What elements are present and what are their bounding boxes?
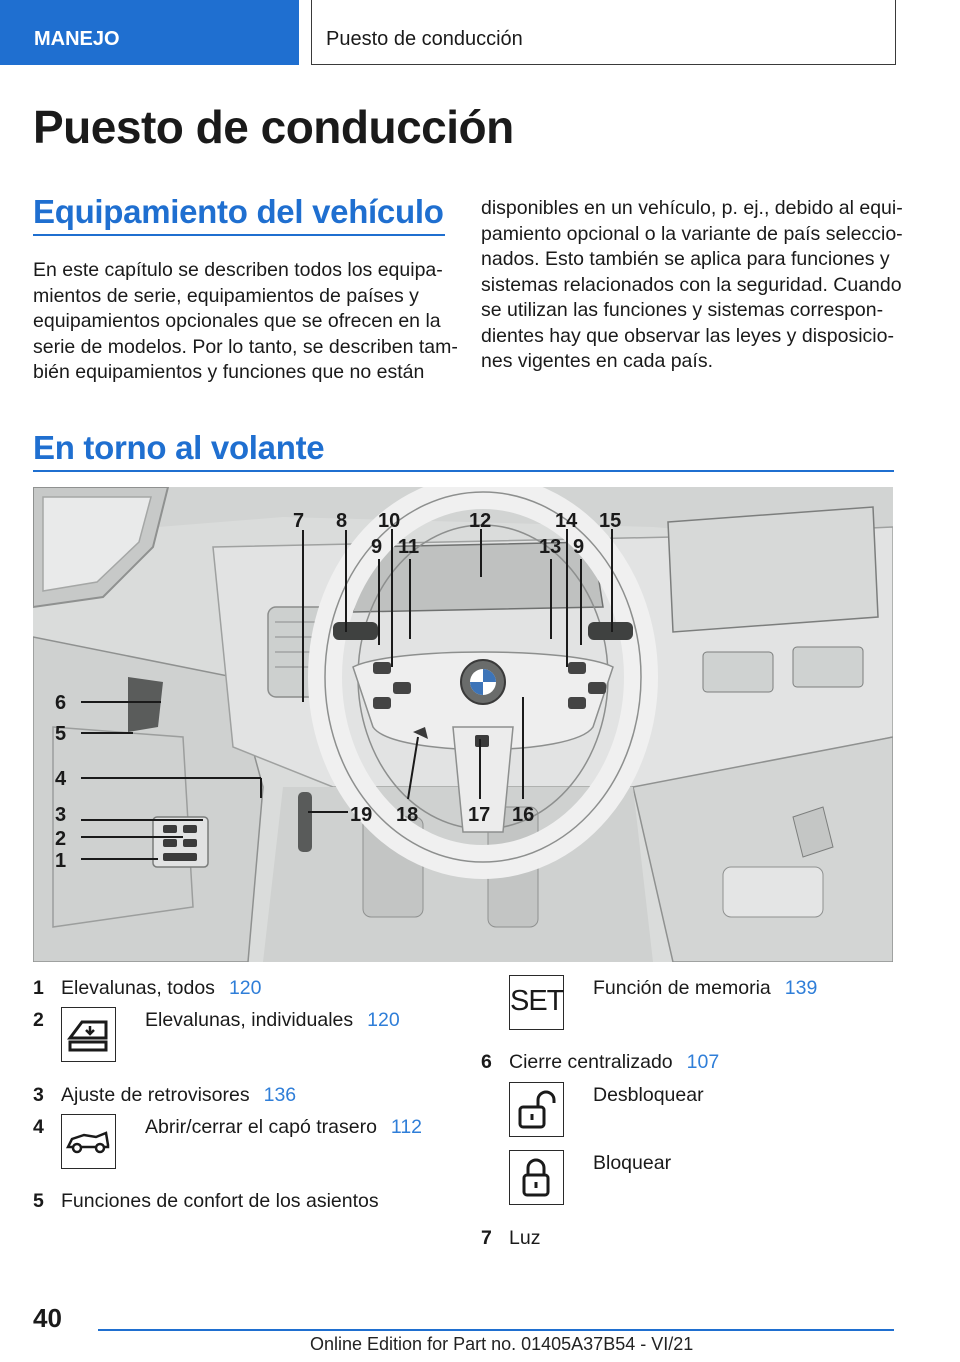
callout-1: 1 [55, 850, 67, 872]
callout-3: 3 [55, 804, 67, 826]
text-line: nados. Esto también se aplica para funciones y [481, 248, 890, 270]
callout-17: 17 [468, 804, 491, 826]
set-icon-label: SET [510, 985, 564, 1017]
text-line: pamiento opcional o la variante de país seleccio- [481, 222, 903, 245]
text-line: equipamientos opcionales que se ofrecen en la [33, 310, 441, 332]
callout-7: 7 [293, 510, 305, 532]
legend-text: Ajuste de retrovisores [61, 1084, 250, 1106]
callout-16: 16 [512, 804, 535, 826]
page-ref-link[interactable]: 112 [390, 1116, 423, 1138]
text-line: disponibles en un vehículo, p. ej., debido al equi- [481, 197, 903, 219]
legend-text: Desbloquear [593, 1084, 704, 1106]
callout-15: 15 [599, 510, 622, 532]
legend-text: Función de memoria [593, 977, 771, 999]
text-line: sistemas relacionados con la seguridad. Cuando [481, 273, 902, 296]
set-icon [509, 975, 564, 1030]
legend-number: 4 [33, 1116, 44, 1138]
lock-icon [509, 1150, 564, 1205]
equipment-paragraph-col2 [481, 196, 903, 375]
text-line: mientos de serie, equipamientos de países y [33, 284, 419, 307]
section-rule [33, 470, 894, 472]
section-heading-steering: En torno al volante [33, 429, 325, 466]
legend-item-unlock [593, 1083, 704, 1107]
text-line: nes vigentes en cada país. [481, 350, 713, 372]
legend-text: Abrir/cerrar el capó trasero [145, 1116, 377, 1138]
car-trunk-icon [61, 1114, 116, 1169]
callout-8: 8 [336, 510, 348, 532]
legend-number: 5 [33, 1190, 44, 1212]
callout-10: 10 [378, 510, 401, 532]
window-lift-icon [61, 1007, 116, 1062]
callout-9-right: 9 [573, 536, 585, 558]
callout-11: 11 [398, 536, 420, 558]
text-line: se utilizan las funciones y sistemas correspon- [481, 299, 884, 321]
text-line: bién equipamientos y funciones que no están [33, 361, 425, 383]
legend-number: 1 [33, 977, 44, 999]
page-ref-link[interactable]: 136 [263, 1084, 297, 1106]
callout-4: 4 [55, 768, 67, 790]
text-line: serie de modelos. Por lo tanto, se describen tam- [33, 335, 458, 358]
page-ref-link[interactable]: 120 [367, 1009, 400, 1031]
section-heading-equipment: Equipamiento del vehículo [33, 193, 444, 230]
footer-edition-text: Online Edition for Part no. 01405A37B54 - VI/21 [310, 1334, 694, 1354]
callout-14: 14 [555, 510, 578, 532]
legend-item-4-text [145, 1115, 422, 1139]
legend-text: Elevalunas, todos [61, 977, 215, 999]
legend-number: 6 [481, 1051, 492, 1073]
legend-item-lock [593, 1151, 671, 1175]
equipment-paragraph-col1 [33, 258, 458, 386]
callout-5: 5 [55, 723, 67, 745]
text-line: dientes hay que observar las leyes y disposicio- [481, 324, 894, 347]
callout-9-left: 9 [371, 536, 383, 558]
callout-19: 19 [350, 804, 373, 826]
callout-12: 12 [469, 510, 492, 532]
page-number: 40 [33, 1303, 62, 1333]
callout-2: 2 [55, 828, 67, 850]
text-line: En este capítulo se describen todos los equipa- [33, 259, 443, 281]
header-page-title: Puesto de conducción [311, 0, 896, 65]
legend-number: 7 [481, 1227, 492, 1249]
legend-item-2-text [145, 1008, 400, 1032]
page-ref-link[interactable]: 139 [784, 977, 818, 999]
legend-text: Cierre centralizado [509, 1051, 673, 1073]
page-ref-link[interactable]: 107 [686, 1051, 720, 1073]
legend-text: Luz [509, 1227, 541, 1249]
page-title: Puesto de conducción [33, 101, 514, 153]
legend-text: Funciones de confort de los asientos [61, 1190, 379, 1212]
unlock-icon [509, 1082, 564, 1137]
legend-item-memory [593, 976, 817, 1000]
legend-text: Elevalunas, individuales [145, 1009, 354, 1031]
legend-number: 2 [33, 1009, 44, 1031]
page-ref-link[interactable]: 120 [228, 977, 262, 999]
section-rule [33, 234, 445, 236]
header-section-tab: MANEJO [0, 0, 299, 65]
legend-text: Bloquear [593, 1152, 672, 1174]
callout-13: 13 [539, 536, 562, 558]
callout-18: 18 [396, 804, 419, 826]
callout-6: 6 [55, 692, 67, 714]
legend-number: 3 [33, 1084, 44, 1106]
cockpit-illustration [33, 487, 893, 962]
footer-rule [98, 1329, 894, 1331]
